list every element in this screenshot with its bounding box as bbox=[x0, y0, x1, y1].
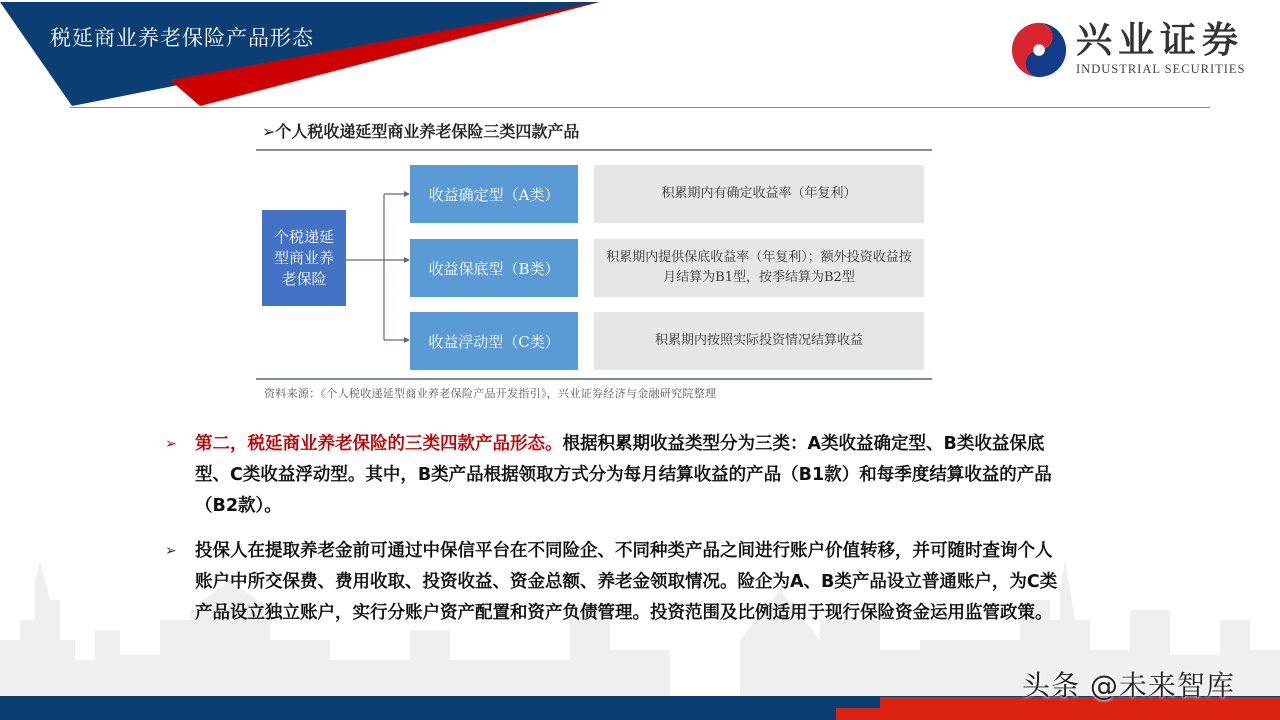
header-banner bbox=[0, 0, 620, 110]
bullet-highlight: 第二，税延商业养老保险的三类四款产品形态。 bbox=[195, 434, 563, 454]
bullet-body: 根据积累期收益类型分为三类：A类收益确定型、B类收益保底型、C类收益浮动型。其中，B类产品根据领取方式分为每月结算收益的产品（B1款）和每季度结算收益的产品（B2款）。 bbox=[195, 434, 1052, 516]
swirl-logo-icon bbox=[1010, 21, 1068, 79]
bullet-arrow-icon: ➢ bbox=[165, 543, 177, 559]
logo-english-name: INDUSTRIAL SECURITIES bbox=[1076, 62, 1246, 76]
figure-source-note: 资料来源：《个人税收递延型商业养老保险产品开发指引》，兴业证券经济与金融研究院整理 bbox=[264, 387, 717, 400]
company-logo bbox=[1010, 18, 1270, 82]
category-a-box: 收益确定型（A类） bbox=[410, 165, 578, 223]
bullet-account-transfer bbox=[165, 536, 1065, 629]
category-c-box: 收益浮动型（C类） bbox=[410, 312, 578, 370]
bullet-arrow-icon: ➢ bbox=[165, 436, 177, 452]
category-a-description: 积累期内有确定收益率（年复利） bbox=[594, 165, 924, 223]
figure-top-rule bbox=[256, 149, 932, 151]
category-c-description: 积累期内按照实际投资情况结算收益 bbox=[594, 312, 924, 370]
category-b-description: 积累期内提供保底收益率（年复利）；额外投资收益按月结算为B1型，按季结算为B2型 bbox=[594, 239, 924, 297]
footer-bar-red-step bbox=[836, 708, 1280, 720]
category-b-box: 收益保底型（B类） bbox=[410, 239, 578, 297]
header-divider bbox=[70, 107, 1210, 108]
bullet-text bbox=[165, 429, 1065, 522]
bullet-product-forms bbox=[165, 429, 1065, 522]
logo-chinese-name: 兴业证券 bbox=[1076, 19, 1245, 61]
root-node-box: 个税递延型商业养老保险 bbox=[262, 210, 346, 306]
figure-bottom-rule bbox=[256, 378, 932, 380]
watermark-text: 头条 @未来智库 bbox=[1022, 669, 1235, 702]
page-title: 税延商业养老保险产品形态 bbox=[50, 26, 314, 50]
bullet-body: 投保人在提取养老金前可通过中保信平台在不同险企、不同种类产品之间进行账户价值转移，并可随时查询个人账户中所交保费、费用收取、投资收益、资金总额、养老金领取情况。险企为A、B类产品设立普通账户，为C类产品设立独立账户，实行分账户资产配置和资产负债管理。投资范围及比例适用于现行保险资金运用监管政策。 bbox=[195, 541, 1058, 623]
figure-title: ➢个人税收递延型商业养老保险三类四款产品 bbox=[262, 122, 580, 141]
banner-shape-icon bbox=[0, 0, 620, 110]
